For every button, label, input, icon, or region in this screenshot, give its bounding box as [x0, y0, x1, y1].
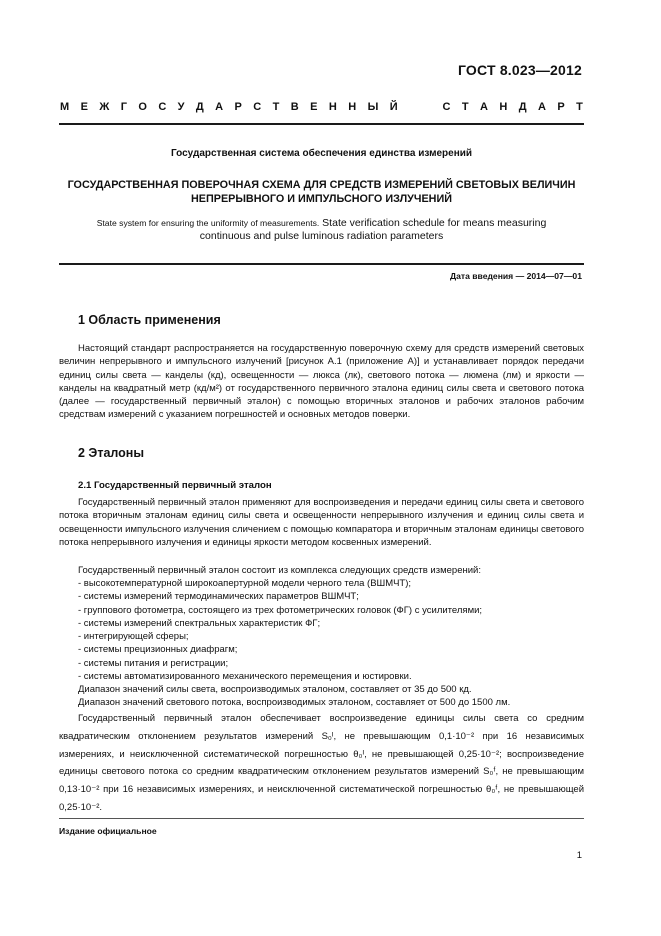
banner-letter: С	[253, 101, 262, 113]
main-title	[59, 178, 584, 206]
banner-letter: Н	[499, 101, 508, 113]
standard-number: ГОСТ 8.023—2012	[457, 62, 582, 78]
english-title-line-2: continuous and pulse luminous radiation parameters	[199, 230, 444, 242]
list-item: - системы измерений спектральных характеристик ФГ;	[78, 617, 321, 629]
banner-letter: Е	[310, 101, 318, 113]
english-title-line-1	[59, 217, 584, 230]
list-item: - группового фотометра, состоящего из трех фотометрических головок (ФГ) с усилителями;	[78, 604, 483, 616]
banner-letter: Р	[234, 101, 242, 113]
english-title	[59, 217, 584, 243]
banner-letter: С	[158, 101, 167, 113]
banner-letter: Д	[195, 101, 204, 113]
banner-letter: Н	[328, 101, 337, 113]
page-number: 1	[576, 850, 582, 861]
list-item: - высокотемпературной широкоапертурной модели черного тела (ВШМЧТ);	[78, 578, 412, 589]
list-item: - системы измерений термодинамических параметров ВШМЧТ;	[78, 591, 359, 603]
banner-letter: У	[177, 101, 185, 113]
luminous-flux-range: Диапазон значений светового потока, воспроизводимых эталоном, составляет от 500 до 1500 лм.	[78, 697, 511, 708]
main-title-line-1: ГОСУДАРСТВЕННАЯ ПОВЕРОЧНАЯ СХЕМА ДЛЯ СРЕДСТВ ИЗМЕРЕНИЙ СВЕТОВЫХ ВЕЛИЧИН	[67, 179, 576, 191]
list-item: - системы прецизионных диафрагм;	[78, 644, 238, 656]
banner-letter: С	[442, 101, 451, 113]
official-edition-label: Издание официальное	[59, 826, 157, 836]
banner-letter: М	[60, 101, 70, 113]
banner-letter: Д	[518, 101, 527, 113]
banner-letter: Ы	[367, 101, 379, 113]
banner-letter: Г	[120, 101, 127, 113]
english-title-rest: State verification schedule for means measuring	[319, 217, 547, 229]
banner-gap	[409, 101, 431, 113]
reproduction-accuracy-paragraph: Государственный первичный эталон обеспечивает воспроизведение единицы силы света со средним квадратическим отклонением результатов измерений S₀ᴵ, не превышающим 0,1·10⁻² при 16 независимых измерениях, и неисключенной систематической погрешностью θ₀ᴵ, не превышающей 0,25·10⁻²; воспроизведение единицы светового потока со средним квадратическим отклонением результатов измерений S₀ᶠ, не превышающим 0,13·10⁻² при 16 независимых измерениях, и неисключенной систематической погрешностью θ₀ᶠ, не превышающей 0,25·10⁻².	[59, 713, 584, 813]
footer-rule	[59, 818, 584, 819]
header-rule	[59, 123, 584, 125]
banner-letter: Р	[557, 101, 565, 113]
banner-letter: Т	[576, 101, 583, 113]
banner-letter: Й	[389, 101, 398, 113]
banner-letter: А	[480, 101, 488, 113]
banner-letter: Т	[461, 101, 469, 113]
title-rule	[59, 263, 584, 265]
luminous-intensity-range: Диапазон значений силы света, воспроизводимых эталоном, составляет от 35 до 500 кд.	[78, 684, 472, 695]
list-item: - системы питания и регистрации;	[78, 657, 229, 669]
equipment-list	[59, 577, 584, 683]
list-item: - интегрирующей сферы;	[78, 631, 189, 643]
section-2-heading: 2 Эталоны	[78, 446, 145, 460]
list-item: - системы автоматизированного механического перемещения и юстировки.	[78, 671, 412, 683]
banner-letter: Е	[80, 101, 88, 113]
system-title: Государственная система обеспечения единства измерений	[170, 148, 473, 159]
banner-letter: Н	[348, 101, 357, 113]
section-1-heading: 1 Область применения	[78, 313, 221, 327]
banner-letter: Ж	[99, 101, 110, 113]
banner-letter: Т	[272, 101, 280, 113]
english-title-small: State system for ensuring the uniformity of measurements.	[96, 218, 320, 228]
banner-letter: А	[537, 101, 546, 113]
interstate-standard-banner	[60, 101, 583, 113]
section-2-1-paragraph-1: Государственный первичный эталон применяют для воспроизведения и передачи единиц силы света и светового потока вторичным эталонам единиц силы света и освещенности непрерывного излучения и единиц силы света и освещенности импульсного излучения сличением с помощью компаратора и вторичным эталонам единицы светового потока непрерывного излучения и единицы яркости методом косвенных измерений.	[59, 497, 584, 548]
banner-letter: В	[290, 101, 299, 113]
banner-letter: А	[215, 101, 224, 113]
main-title-line-2: НЕПРЕРЫВНОГО И ИМПУЛЬСНОГО ИЗЛУЧЕНИЙ	[191, 193, 452, 205]
introduction-date: Дата введения — 2014—07—01	[449, 271, 582, 281]
section-1-paragraph: Настоящий стандарт распространяется на государственную поверочную схему для средств измерений световых величин непрерывного и импульсного излучений [рисунок А.1 (приложение А)] и устанавливает порядок передачи единиц силы света — канделы (кд), освещенности — люкса (лк), светового потока — люмена (лм) и яркости — канделы на квадратный метр (кд/м²) от государственного первичного эталона единиц силы света и светового потока (далее — государственный первичный эталон) с помощью вторичных эталонов и рабочих эталонов рабочим средствам измерений с указанием погрешностей и основных методов поверки.	[59, 343, 584, 421]
section-2-1-paragraph-2: Государственный первичный эталон состоит из комплекса следующих средств измерений:	[78, 565, 481, 576]
banner-letter: О	[138, 101, 147, 113]
subsection-2-1-heading: 2.1 Государственный первичный эталон	[78, 480, 272, 491]
